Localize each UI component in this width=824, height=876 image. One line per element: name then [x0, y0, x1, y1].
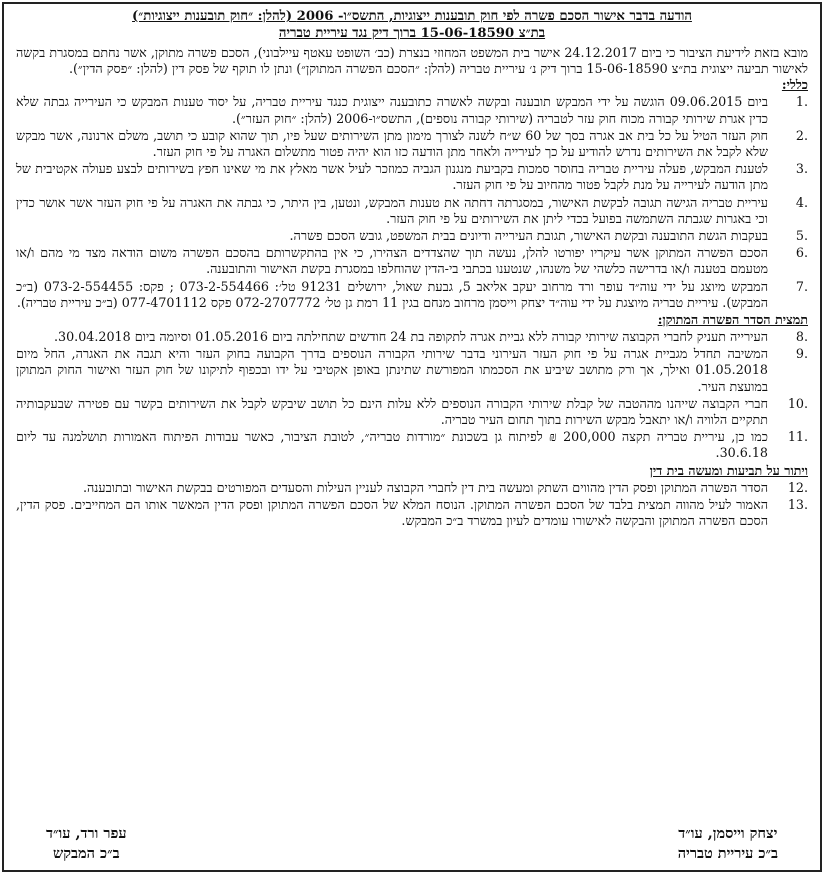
item-number: 12. — [787, 479, 808, 495]
list-item — [16, 480, 808, 496]
list-item — [16, 429, 808, 461]
item-number: 10. — [787, 395, 808, 411]
list-item — [16, 94, 808, 126]
item-text: העירייה תעניק לחברי הקבוצה שירותי קבורה ללא גביית אגרה לתקופה בת 24 חודשים שתחילתה ביום 01.05.2016 וסיומה ביום 30.04.2018. — [53, 329, 768, 345]
item-text: הסדר הפשרה המתוקן ופסק הדין מהווים השתק ומעשה בית דין לחברי הקבוצה לעניין העילות והסעדים המפורטים בבקשת האישור ובתובענה. — [82, 479, 768, 495]
item-number: 13. — [787, 496, 808, 512]
list-item — [16, 279, 808, 311]
item-text: עיריית טבריה הגישה תגובה לבקשת האישור, במסגרתה דחתה את טענות המבקש, ונטען, בין היתר, כי גבתה את האגרה על פי חוק העזר אשר אושר כדין וכי באגרות שגבתה השתמשה בפועל בכדי ליתן את השירותים על פי חוק העזר. — [16, 194, 768, 226]
notice-page — [2, 2, 822, 872]
item-text: ביום 09.06.2015 הוגשה על ידי המבקש תובענה ובקשה לאשרה כתובענה ייצוגית כנגד עיריית טבריה, על יסוד טענות המבקש כי העירייה גבתה שלא כדין אגרת שירותי קבורה מכוח חוק עזר לטבריה (שירותי קבורה נוספים), התשס״ו-2006 (להלן: ״חוק העזר״). — [16, 94, 768, 126]
list-item — [16, 161, 808, 193]
notice-title — [16, 8, 808, 42]
waiver-items-list — [16, 480, 808, 530]
intro-paragraph: מובא בזאת לידיעת הציבור כי ביום 24.12.2017 אישר בית המשפט המחוזי בנצרת (כב׳ השופט עאטף עיילבוני), הסכם פשרה מתוקן, אשר נחתם במסגרת בקשה לאישור תביעה ייצוגית בת״צ 15-06-18590 ברוך דיק נ׳ עיריית טבריה (להלן: ״הסכם הפשרה המתוקן״) ונתן לו תוקף של פסק דין (להלן: ״פסק הדין״). — [16, 45, 808, 77]
item-text: הסכם הפשרה המתוקן אשר עיקריו יפורטו להלן, נעשה תוך שהצדדים הצהירו, כי אין בהתקשרותם בהסכם הפשרה משום הודאה מצד מי מהם ו/או מטעמם בטענה ו/או בדרישה כלשהי של משנהו, שנטענו בכתבי בי-הדין שהוחלפו במסגרת בקשת האישור והתובענה. — [16, 245, 768, 277]
item-number: 3. — [795, 161, 808, 177]
signatures — [18, 824, 806, 864]
signature-role: ב״כ המבקש — [52, 845, 120, 862]
list-item — [16, 497, 808, 529]
signature-role: ב״כ עיריית טבריה — [677, 845, 778, 862]
item-text: חוק העזר הטיל על כל בית אב אגרה בסך של 60 ש״ח לשנה לצורך מימון מתן השירותים שעל פיו, תוך שהוא קובע כי תושב, משלם ארנונה, אשר מבקש שלא לקבל את השירותים נדרש להודיע על כך לעירייה ולאחר מתן הודעה כזו הוא יהיה פטור מתשלום האגרה על פי חוק העזר. — [16, 127, 768, 160]
item-text: כמו כן, עיריית טבריה תקצה 200,000 ₪ לפיתוח גן בשכונת ״מורדות טבריה״, לטובת הציבור, כאשר עבודות הפיתוח האמורות תושלמנה עד ליום 30.6.18. — [16, 429, 768, 461]
item-number: 6. — [795, 245, 808, 261]
item-number: 4. — [795, 194, 808, 210]
signature-applicant-counsel — [18, 824, 155, 864]
title-line-2: בת״צ 15-06-18590 ברוך דיק נגד עיריית טבריה — [278, 26, 546, 41]
item-text: האמור לעיל מהווה תמצית בלבד של הסכם הפשרה המתוקן. הנוסח המלא של הסכם הפשרה המתוקן ופסק הדין המאשר אותו הם המחייבים. פסק הדין, הסכם הפשרה המתוקן והבקשה לאישורו עומדים לעיון במשרד ב״כ המבקש. — [16, 496, 768, 529]
item-number: 5. — [795, 228, 808, 244]
signature-respondent-counsel — [650, 824, 806, 864]
section-heading-settlement: תמצית הסדר הפשרה המתוקן: — [657, 312, 808, 328]
signature-name: יצחק וייסמן, עו״ד — [678, 825, 778, 842]
list-item — [16, 245, 808, 277]
item-number: 11. — [787, 429, 808, 445]
item-text: המשיבה תחדל מגביית אגרה על פי חוק העזר העירוני בדבר שירותי הקבורה הנוספים בדרך הקבועה בחוק העזר והיא תגבה את האגרה, החל מיום 01.05.2018 ואילך, אך ורק מתושב שיביע את הסכמתו המפורשת שתינתן באופן אקטיבי על ידו ובכפוף לתיקונו של חוק העזר ואישור החוק המתוקן במועצת העיר. — [16, 346, 768, 394]
general-items-list — [16, 94, 808, 311]
signature-name: עפר ורד, עו״ד — [46, 825, 127, 842]
title-line-1: הודעה בדבר אישור הסכם פשרה לפי חוק תובענות ייצוגיות, התשס״ו- 2006 (להלן: ״חוק תובענות ייצוגיות״) — [132, 9, 692, 24]
section-heading-general: כללי: — [781, 77, 808, 93]
item-text: לטענת המבקש, פעלה עיריית טבריה בחוסר סמכות בקביעת מנגנון הגביה כמוזכר לעיל אשר מאלץ את מי שאינו חפץ בשירותים לבצע פעולה אקטיבית של מתן הודעה לעירייה על מנת לקבל פטור מהחיוב על פי חוק העזר. — [16, 161, 768, 193]
item-number: 1. — [795, 94, 808, 110]
list-item — [16, 195, 808, 227]
item-text: בעקבות הגשת התובענה ובקשת האישור, תגובת העירייה ודיונים בבית המשפט, גובש הסכם פשרה. — [289, 228, 768, 244]
item-text: חברי הקבוצה שייהנו מההטבה של קבלת שירותי הקבורה הנוספים ללא עלות הינם כל תושב שיבקש לקבל את השירותים בקשר עם פטירה שבעקבותיה תתקיים הלוויה ו/או יתאבל מבקש השירות בתוך תחום העיר טבריה. — [16, 395, 768, 428]
list-item — [16, 346, 808, 395]
list-item — [16, 396, 808, 428]
list-item — [16, 128, 808, 160]
list-item — [16, 329, 808, 345]
item-number: 9. — [795, 346, 808, 362]
item-number: 7. — [795, 278, 808, 294]
settlement-items-list — [16, 329, 808, 462]
item-number: 8. — [795, 329, 808, 345]
list-item — [16, 228, 808, 244]
item-number: 2. — [795, 127, 808, 143]
item-text: המבקש מיוצג על ידי עוה״ד עופר ורד מרחוב יעקב אליאב 5, גבעת שאול, ירושלים 91231 טל׳: 073-2-554466 ; פקס: 073-2-554455 (ב״כ המבקש). עיריית טבריה מיוצגת על ידי עוה״ד יצחק וייסמן מרחוב מנחם בגין 11 רמת גן טל׳ 072-2707772 פקס 077-4701112 (ב״כ עיריית טבריה). — [16, 278, 768, 310]
section-heading-waiver: ויתור על תביעות ומעשה בית דין — [649, 462, 808, 478]
